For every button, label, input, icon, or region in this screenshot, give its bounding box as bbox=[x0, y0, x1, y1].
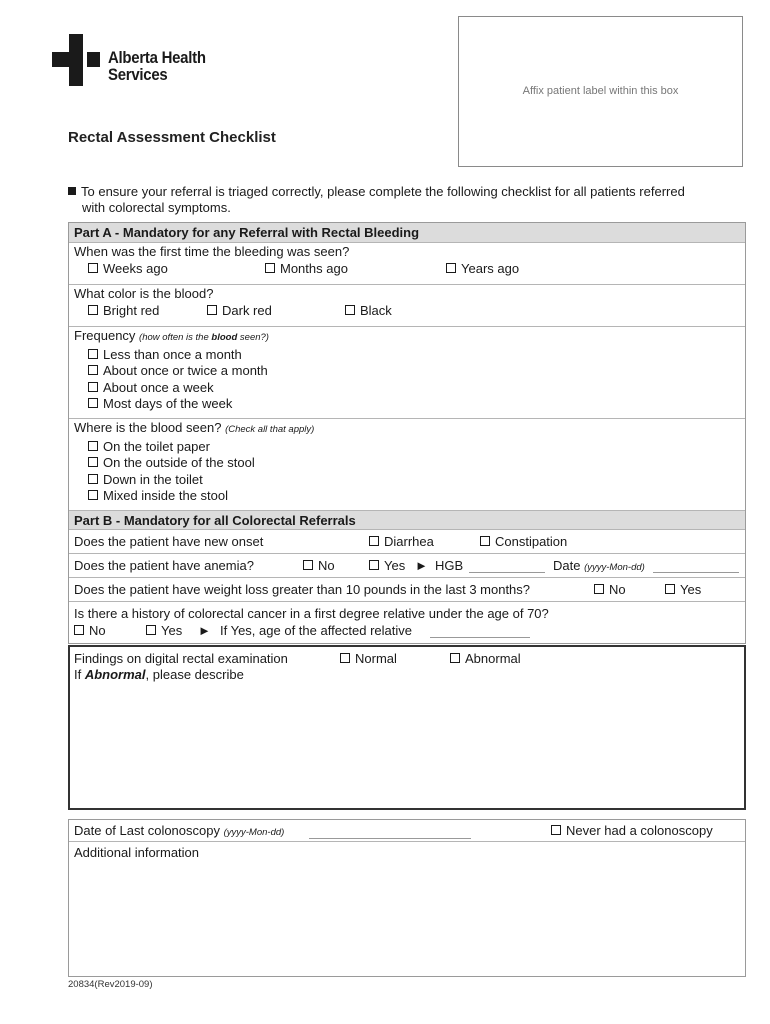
option-outside-stool[interactable]: On the outside of the stool bbox=[74, 455, 740, 472]
relative-age-label: If Yes, age of the affected relative bbox=[220, 622, 413, 638]
option-once-twice-monthly[interactable]: About once or twice a month bbox=[74, 363, 740, 380]
dre-abnormal[interactable]: Abnormal bbox=[450, 651, 521, 667]
checkbox[interactable] bbox=[88, 305, 98, 315]
family-history-row bbox=[69, 601, 745, 643]
option-months-ago[interactable]: Months ago bbox=[265, 261, 348, 278]
weight-loss-yes[interactable]: Yes bbox=[665, 582, 701, 599]
arrow-right-icon: ► bbox=[198, 622, 211, 638]
never-colonoscopy[interactable]: Never had a colonoscopy bbox=[551, 823, 713, 838]
checkbox[interactable] bbox=[345, 305, 355, 315]
checkbox[interactable] bbox=[480, 536, 490, 546]
colonoscopy-date-input[interactable] bbox=[309, 824, 471, 839]
family-history-yes[interactable]: Yes bbox=[146, 623, 182, 640]
anemia-no[interactable]: No bbox=[303, 558, 335, 575]
option-toilet-paper[interactable]: On the toilet paper bbox=[74, 439, 740, 456]
form-number: 20834(Rev2019-09) bbox=[68, 979, 153, 990]
checkbox[interactable] bbox=[88, 349, 98, 359]
checkbox[interactable] bbox=[74, 625, 84, 635]
page-title: Rectal Assessment Checklist bbox=[68, 129, 276, 146]
checkbox[interactable] bbox=[594, 584, 604, 594]
option-in-toilet[interactable]: Down in the toilet bbox=[74, 472, 740, 489]
blood-location-question: Where is the blood seen? (Check all that apply) bbox=[74, 420, 315, 435]
anemia-question: Does the patient have anemia? bbox=[74, 558, 254, 573]
patient-label-instruction: Affix patient label within this box bbox=[522, 85, 679, 97]
option-diarrhea[interactable]: Diarrhea bbox=[369, 534, 434, 551]
dre-findings-box bbox=[68, 645, 746, 810]
anemia-date-label: Date (yyyy-Mon-dd) bbox=[553, 558, 645, 573]
dre-findings-label: Findings on digital rectal examination bbox=[74, 651, 288, 666]
part-a-heading: Part A - Mandatory for any Referral with Rectal Bleeding bbox=[69, 223, 745, 242]
checkbox[interactable] bbox=[665, 584, 675, 594]
checkbox[interactable] bbox=[551, 825, 561, 835]
checkbox[interactable] bbox=[88, 441, 98, 451]
frequency-hint: (how often is the blood seen?) bbox=[139, 332, 269, 343]
checkbox[interactable] bbox=[88, 398, 98, 408]
new-onset-question: Does the patient have new onset bbox=[74, 534, 264, 549]
bleeding-first-seen-question: When was the first time the bleeding was seen? bbox=[74, 244, 350, 259]
weight-loss-question: Does the patient have weight loss greater than 10 pounds in the last 3 months? bbox=[74, 582, 531, 597]
abnormal-describe-label: If Abnormal, please describe bbox=[74, 667, 244, 682]
additional-info-label: Additional information bbox=[74, 845, 200, 860]
additional-info-area[interactable] bbox=[74, 864, 740, 972]
anemia-date-input[interactable] bbox=[653, 558, 739, 573]
option-black[interactable]: Black bbox=[345, 303, 392, 320]
weight-loss-row bbox=[69, 577, 745, 601]
colonoscopy-box bbox=[68, 819, 746, 977]
anemia-row bbox=[69, 553, 745, 577]
frequency-question: Frequency (how often is the blood seen?) bbox=[74, 328, 269, 343]
checkbox[interactable] bbox=[265, 263, 275, 273]
colonoscopy-date-hint: (yyyy-Mon-dd) bbox=[223, 827, 285, 838]
ahs-logo bbox=[52, 34, 232, 86]
checklist-table bbox=[68, 222, 746, 644]
checkbox[interactable] bbox=[446, 263, 456, 273]
dre-normal[interactable]: Normal bbox=[340, 651, 397, 667]
checkbox[interactable] bbox=[369, 536, 379, 546]
relative-age-input[interactable] bbox=[430, 623, 530, 638]
option-years-ago[interactable]: Years ago bbox=[446, 261, 519, 278]
option-bright-red[interactable]: Bright red bbox=[88, 303, 159, 320]
checkbox[interactable] bbox=[146, 625, 156, 635]
family-history-question: Is there a history of colorectal cancer in a first degree relative under the age of 70? bbox=[74, 606, 549, 621]
checkbox[interactable] bbox=[450, 653, 460, 663]
intro-line1: To ensure your referral is triaged correctly, please complete the following checklist for all patients referred bbox=[81, 184, 685, 199]
checkbox[interactable] bbox=[88, 263, 98, 273]
option-weeks-ago[interactable]: Weeks ago bbox=[88, 261, 168, 278]
option-dark-red[interactable]: Dark red bbox=[207, 303, 272, 320]
blood-location-row bbox=[69, 418, 745, 510]
checkbox[interactable] bbox=[340, 653, 350, 663]
org-name-line1: Alberta Health bbox=[108, 48, 206, 67]
option-less-than-monthly[interactable]: Less than once a month bbox=[74, 347, 740, 364]
blood-color-question: What color is the blood? bbox=[74, 286, 214, 301]
blood-location-hint: (Check all that apply) bbox=[225, 424, 315, 435]
colonoscopy-date-row bbox=[69, 820, 745, 842]
hgb-label: HGB bbox=[435, 558, 464, 573]
intro-line2: with colorectal symptoms. bbox=[82, 200, 231, 215]
family-history-no[interactable]: No bbox=[74, 623, 106, 640]
part-b-heading: Part B - Mandatory for all Colorectal Referrals bbox=[69, 510, 745, 529]
colonoscopy-date-label: Date of Last colonoscopy bbox=[74, 823, 220, 838]
option-mixed-in-stool[interactable]: Mixed inside the stool bbox=[74, 488, 740, 505]
checkbox[interactable] bbox=[88, 457, 98, 467]
checkbox[interactable] bbox=[88, 382, 98, 392]
anemia-yes[interactable]: Yes bbox=[369, 558, 405, 575]
checkbox[interactable] bbox=[88, 365, 98, 375]
organization-name bbox=[108, 49, 206, 83]
checkbox[interactable] bbox=[369, 560, 379, 570]
option-constipation[interactable]: Constipation bbox=[480, 534, 567, 551]
intro-instructions bbox=[68, 184, 738, 216]
frequency-row bbox=[69, 326, 745, 418]
org-name-line2: Services bbox=[108, 65, 168, 84]
option-once-weekly[interactable]: About once a week bbox=[74, 380, 740, 397]
weight-loss-no[interactable]: No bbox=[594, 582, 626, 599]
option-most-days[interactable]: Most days of the week bbox=[74, 396, 740, 413]
hgb-input[interactable] bbox=[469, 558, 545, 573]
bleeding-first-seen-row bbox=[69, 242, 745, 284]
abnormal-description-area[interactable] bbox=[74, 687, 740, 804]
bullet-square-icon bbox=[68, 187, 76, 195]
blood-color-row bbox=[69, 284, 745, 326]
checkbox[interactable] bbox=[88, 490, 98, 500]
checkbox[interactable] bbox=[207, 305, 217, 315]
arrow-right-icon: ► bbox=[415, 558, 428, 573]
checkbox[interactable] bbox=[88, 474, 98, 484]
ahs-logo-mark-icon bbox=[52, 34, 102, 86]
patient-label-box bbox=[458, 16, 743, 167]
new-onset-row bbox=[69, 529, 745, 553]
checkbox[interactable] bbox=[303, 560, 313, 570]
